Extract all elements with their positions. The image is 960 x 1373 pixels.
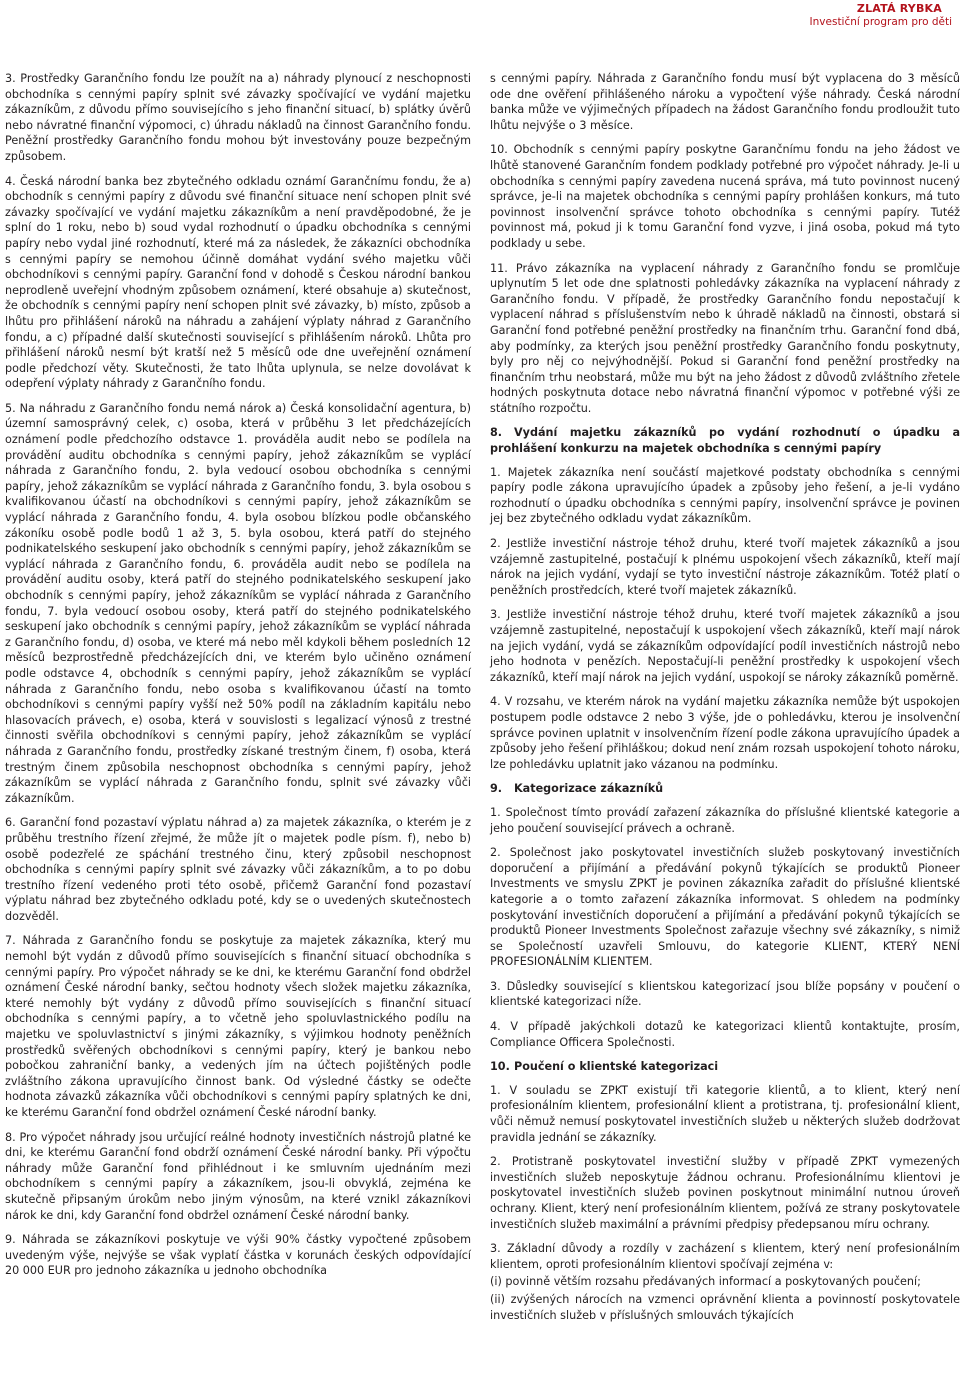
brand-title: ZLATÁ RYBKA [856, 2, 942, 15]
section-9-heading [490, 781, 960, 797]
section-10-list-item: (i) povinně větším rozsahu předávaných informací a poskytovaných poučení; [490, 1275, 921, 1289]
paragraph-5: 5. Na náhradu z Garančního fondu nemá nárok a) Česká konsolidační agentura, b) územní samosprávný celek, c) osoba, která v průběhu 3 let předcházejících oznámení podle předchozího odstavce 1. prováděla audit nebo se podílela na provádění auditu obchodníka s cennými papíry, jehož zákazníkům se vyplácí náhrada z Garančního fondu, 2. byla vedoucí osobou obchodníka s cennými papíry, jehož zákazníkům se vyplácí náhrada z Garančního fondu, 3. byla osobou s kvalifikovanou účastí na obchodníkovi s cennými papíry, jehož zákazníkům se vyplácí náhrada z Garančního fondu, 4. byla osobou blízkou podle občanského zákoníku osobě podle bodů 1 až 3, 5. byla osobou, která patří do stejného podnikatelského seskupení jako obchodník s cennými papíry, jehož zákazníkům se vyplácí náhrada z Garančního fondu, 6. prováděla audit nebo se podílela na provádění auditu osoby, která patří do stejného podnikatelského seskupení jako obchodník s cennými papíry, jehož zákazníkům se vyplácí náhrada z Garančního fondu, 7. byla vedoucí osobou osoby, která patří do stejného podnikatelského seskupení jako obchodník s cennými papíry, jehož zákazníkům se vyplácí náhrada z Garančního fondu, d) osoba, ve které má nebo měl kdykoli během posledních 12 měsíců bezprostředně předcházejících dni, ve kterém bylo učiněno oznámení podle odstavce 4, obchodník s cennými papíry, jehož zákazníkům se vyplácí náhrada z Garančního fondu, nebo osoba s kvalifikovanou účastí na tomto obchodníkovi s cennými papíry vyšší než 50% podíl na základním kapitálu nebo hlasovacích právech, e) osoba, která v souvislosti s legalizací výnosů z trestné činnosti svěřila obchodníkovi s cennými papíry, jehož zákazníkům se vyplácí náhrada z Garančního fondu, prostředky získané trestným činem, f) osoba, která trestným činem způsobila neschopnost obchodníka s cennými papíry, jehož zákazníkům se vyplácí náhrada z Garančního fondu, splnit své závazky vůči zákazníkům. [5, 401, 471, 805]
left-column [5, 71, 471, 1288]
section-10-paragraph: 3. Základní důvody a rozdíly v zacházení s klientem, který není profesionálním klientem, oproti profesionálním klientovi spočívají zejména v: [490, 1242, 960, 1271]
section-9-number: 9. [490, 782, 503, 796]
section-8-title: Vydání majetku zákazníků po vydání rozhodnutí o úpadku a prohlášení konkurzu na majetek obchodníka s cennými papíry [490, 426, 960, 456]
section-10-list-item: (ii) zvýšených nárocích na vzmenci oprávnění klienta a povinností poskytovatele investičních služeb v příslušných smlouvách týkajících [490, 1292, 960, 1322]
section-10-number: 10. [490, 1060, 510, 1074]
section-9-paragraph: 1. Společnost tímto provádí zařazení zákazníka do příslušné klientské kategorie a jeho poučení související právech a ochraně. [490, 805, 960, 835]
paragraph-continued: s cennými papíry. Náhrada z Garančního fondu musí být vyplacena do 3 měsíců ode dne ověření přihlášeného nároku a vypočtení výše náhrady. Česká národní banka může ve výjimečných případech na žádost Garančního fondu prodloužit tuto lhůtu nejvýše o 3 měsíce. [490, 72, 960, 132]
section-8-paragraph: 4. V rozsahu, ve kterém nárok na vydání majetku zákazníka nemůže být uspokojen postupem podle odstavce 2 nebo 3 výše, jde o pohledávku, kterou je insolvenční správce povinen uplatnit v insolvenčním řízení podle zákona upravujícího úpadek a způsoby jeho řešení přihláškou; dokud není znám rozsah uspokojení tohoto nároku, lze pohledávku uplatnit jako vázanou na podmínku. [490, 695, 960, 771]
section-10-heading [490, 1059, 960, 1075]
section-8-heading [490, 425, 960, 456]
section-9-paragraph: 4. V případě jakýchkoli dotazů ke kategorizaci klientů kontaktujte, prosím, Compliance Officera Společnosti. [490, 1020, 960, 1049]
section-10-title: Poučení o klientské kategorizaci [514, 1060, 719, 1074]
brand-subtitle: Investiční program pro děti [809, 16, 952, 28]
section-8-paragraph: 1. Majetek zákazníka není součástí majetkové podstaty obchodníka s cennými papíry podle zákona upravujícího úpadek a způsoby jeho řešení, a je-li vydáno rozhodnutí o úpadku obchodníka s cennými papíry, insolvenční správce je povinen jej bez zbytečného odkladu vydat zákazníkům. [490, 465, 960, 526]
right-column [490, 71, 960, 1325]
section-8-number: 8. [490, 426, 503, 440]
paragraph-7: 7. Náhrada z Garančního fondu se poskytuje za majetek zákazníka, který mu nemohl být vydán z důvodů přímo souvisejících s finanční situací obchodníka s cennými papíry. Pro výpočet náhrady se ke dni, ke kterému Garanční fond obdržel oznámení České národní banky, sečtou hodnoty všech složek majetku zákazníka, které nemohly být vydány z důvodů přímo souvisejících s finanční situací obchodníka s cennými papíry, a to včetně jeho spoluvlastnického podílu na majetku ve spoluvlastnictví s jinými zákazníky, s výjimkou hodnoty peněžních prostředků svěřených obchodníkovi s cennými papíry, který je bankou nebo pobočkou zahraniční banky, a vedených jím na účtech pojištěných podle zvláštního zákona upravujícího činnost bank. Od výsledné částky se odečte hodnota závazků zákazníka vůči obchodníkovi s cennými papíry splatných ke dni, ke kterému Garanční fond obdržel oznámení České národní banky. [5, 934, 471, 1119]
section-10-paragraph: 1. V souladu se ZPKT existují tři kategorie klientů, a to klient, který není profesionálním klientem, profesionální klient a protistrana, tj. profesionální klient, vůči němuž nemusí poskytovatel investičních služeb u některých služeb dodržovat pravidla jednání se zákazníky. [490, 1083, 960, 1144]
paragraph-9: 9. Náhrada se zákazníkovi poskytuje ve výši 90% částky vypočtené způsobem uvedeným výše, nejvýše se však vyplatí částka v korunách českých odpovídající 20 000 EUR pro jednoho zákazníka u jednoho obchodníka [5, 1233, 471, 1278]
paragraph-6: 6. Garanční fond pozastaví výplatu náhrad a) za majetek zákazníka, o kterém je z průběhu trestního řízení zřejmé, že může jít o majetek podle písm. f), nebo b) osobě podezřelé ze spáchání trestného činu, který způsobil neschopnost obchodníka s cennými papíry splnit své závazky vůči zákazníkům, a to po dobu trestního řízení vedeného proti této osobě, přičemž Garanční fond pozastaví výplatu náhrad bez zbytečného odkladu poté, kdy se o uvedených skutečnostech dozvěděl. [5, 816, 471, 923]
section-9-title: Kategorizace zákazníků [514, 782, 664, 796]
section-8-paragraph: 2. Jestliže investiční nástroje téhož druhu, které tvoří majetek zákazníků a jsou vzájemně zastupitelné, postačují k plnému uspokojení všech zákazníků, kteří mají nárok na jejich vydání, vydají se tyto investiční nástroje zákazníkům. Totéž platí o peněžních prostředcích, které tvoří majetek zákazníků. [490, 537, 960, 597]
paragraph-3: 3. Prostředky Garančního fondu lze použít na a) náhrady plynoucí z neschopnosti obchodníka s cennými papíry splnit své závazky spočívající ve vydání majetku zákazníkům, z důvodu přímo souvisejícího s jeho finanční situací, b) splátky úvěrů nebo návratné finanční výpomoci, c) úhradu nákladů na činnost Garančního fondu. Peněžní prostředky Garančního fondu mohou být investovány pouze bezpečným způsobem. [5, 72, 471, 163]
paragraph-4: 4. Česká národní banka bez zbytečného odkladu oznámí Garančnímu fondu, že a) obchodník s cennými papíry z důvodu své finanční situace není schopen plnit své závazky spočívající ve vydání majetku zákazníkům a není pravděpodobné, že je splní do 1 roku, nebo b) soud vydal rozhodnutí o úpadku obchodníka s cennými papíry nebo vydal jiné rozhodnutí, které má za následek, že zákazníci obchodníka s cennými papíry se nemohou účinně domáhat vydání svého majetku vůči obchodníkovi s cennými papíry. Garanční fond v dohodě s Českou národní bankou neprodleně uveřejní vhodným způsobem oznámení, které obsahuje a) skutečnost, že obchodník s cennými papíry není schopen plnit své závazky, b) místo, způsob a lhůtu pro přihlášení nároků na náhradu a zahájení výplaty náhrad z Garančního fondu, a c) případné další skutečnosti související s přihlášením nároků. Lhůta pro přihlášení nároků nesmí být kratší než 5 měsíců ode dne uveřejnění oznámení podle předchozí věty. Skutečnosti, že tato lhůta uplynula, se nelze dovolávat k odepření výplaty náhrady z Garančního fondu. [5, 174, 471, 391]
section-8-paragraph: 3. Jestliže investiční nástroje téhož druhu, které tvoří majetek zákazníků a jsou vzájemně zastupitelné, nepostačují k uspokojení všech zákazníků, kteří mají nárok na jejich vydání, vydá se zákazníkům odpovídající podíl investičních nástrojů nebo jeho hodnota v penězích. Nepostačují-li peněžní prostředky k uspokojení všech zákazníků, kteří mají nárok na jejich vydání, uspokojí se nároky zákazníků poměrně. [490, 608, 960, 684]
paragraph-8: 8. Pro výpočet náhrady jsou určující reálné hodnoty investičních nástrojů platné ke dni, ke kterému Garanční fond obdrží oznámení České národní banky. Při výpočtu náhrady může Garanční fond přihlédnout i ke smluvním ujednáním mezi obchodníkem s cennými papíry a zákazníkem, jsou-li obvyklá, zejména ke skutečně připsaným úrokům nebo jiným výnosům, na které vznikl zákazníkovi nárok ke dni, kdy Garanční fond obdržel oznámení České národní banky. [5, 1130, 471, 1222]
paragraph-10: 10. Obchodník s cennými papíry poskytne Garančnímu fondu na jeho žádost ve lhůtě stanovené Garančním fondem podklady potřebné pro výpočet náhrady. Je-li u obchodníka s cennými papíry zavedena nucená správa, má tuto povinnost nucený správce, je-li na majetek obchodníka s cennými papíry prohlášen konkurs, má tuto povinnost insolvenční správce tohoto obchodníka s cennými papíry. Tutéž povinnost má, pokud ji k tomu Garanční fond vyzve, i jiná osoba, pokud má tyto podklady u sebe. [490, 143, 960, 250]
section-10-paragraph: 2. Protistraně poskytovatel investiční služby v případě ZPKT vymezených investičních služeb neposkytuje žádnou ochranu. Profesionálnímu klientovi je poskytovatel investičních služeb povinen poskytnout minimální nutnou úroveň ochrany. Klient, který není profesionálním klientem, požívá ze strany poskytovatele investičních služeb maximální a právními předpisy předepsanou míru ochrany. [490, 1155, 960, 1231]
page-header [0, 0, 960, 40]
paragraph-11: 11. Právo zákazníka na vyplacení náhrady z Garančního fondu se promlčuje uplynutím 5 let ode dne splatnosti pohledávky zákazníka na vyplacení náhrady z Garančního fondu. V případě, že prostředky Garančního fondu nepostačují k vyplacení náhrad s příslušenstvím nebo k úhradě nákladů na činnosti, obstará si Garanční fond potřebné peněžní prostředky na finančním trhu. Garanční fond dbá, aby podmínky, za kterých jsou peněžní prostředky Garančního fondu poskytnuty, byly pro něj co nejvýhodnější. Pokud si Garanční fond peněžní prostředky na finančním trhu neobstará, může mu být na jeho žádost z důvodů zvláštního zřetele hodných poskytnuta dotace nebo návratná finanční výpomoc v potřebné výši ze státního rozpočtu. [490, 261, 960, 415]
section-9-paragraph: 2. Společnost jako poskytovatel investičních služeb poskytovaný investičních doporučení a přijímání a předávání pokynů týkajících se produktů Pioneer Investments ve smyslu ZPKT je povinen zákazníka zařadit do příslušné klientské kategorie a o tomto zařazení zákazníka informovat. S ohledem na podmínky poskytování investičních doporučení a přijímání a předávání pokynů týkajících se produktů Pioneer Investments Společnost zařazuje všechny své zákazníky, s nimiž se Společností uzavřeli Smlouvu, do kategorie KLIENT, KTERÝ NENÍ PROFESIONÁLNÍM KLIENTEM. [490, 846, 960, 969]
section-9-paragraph: 3. Důsledky související s klientskou kategorizací jsou blíže popsány v poučení o klientské kategorizaci níže. [490, 979, 960, 1009]
